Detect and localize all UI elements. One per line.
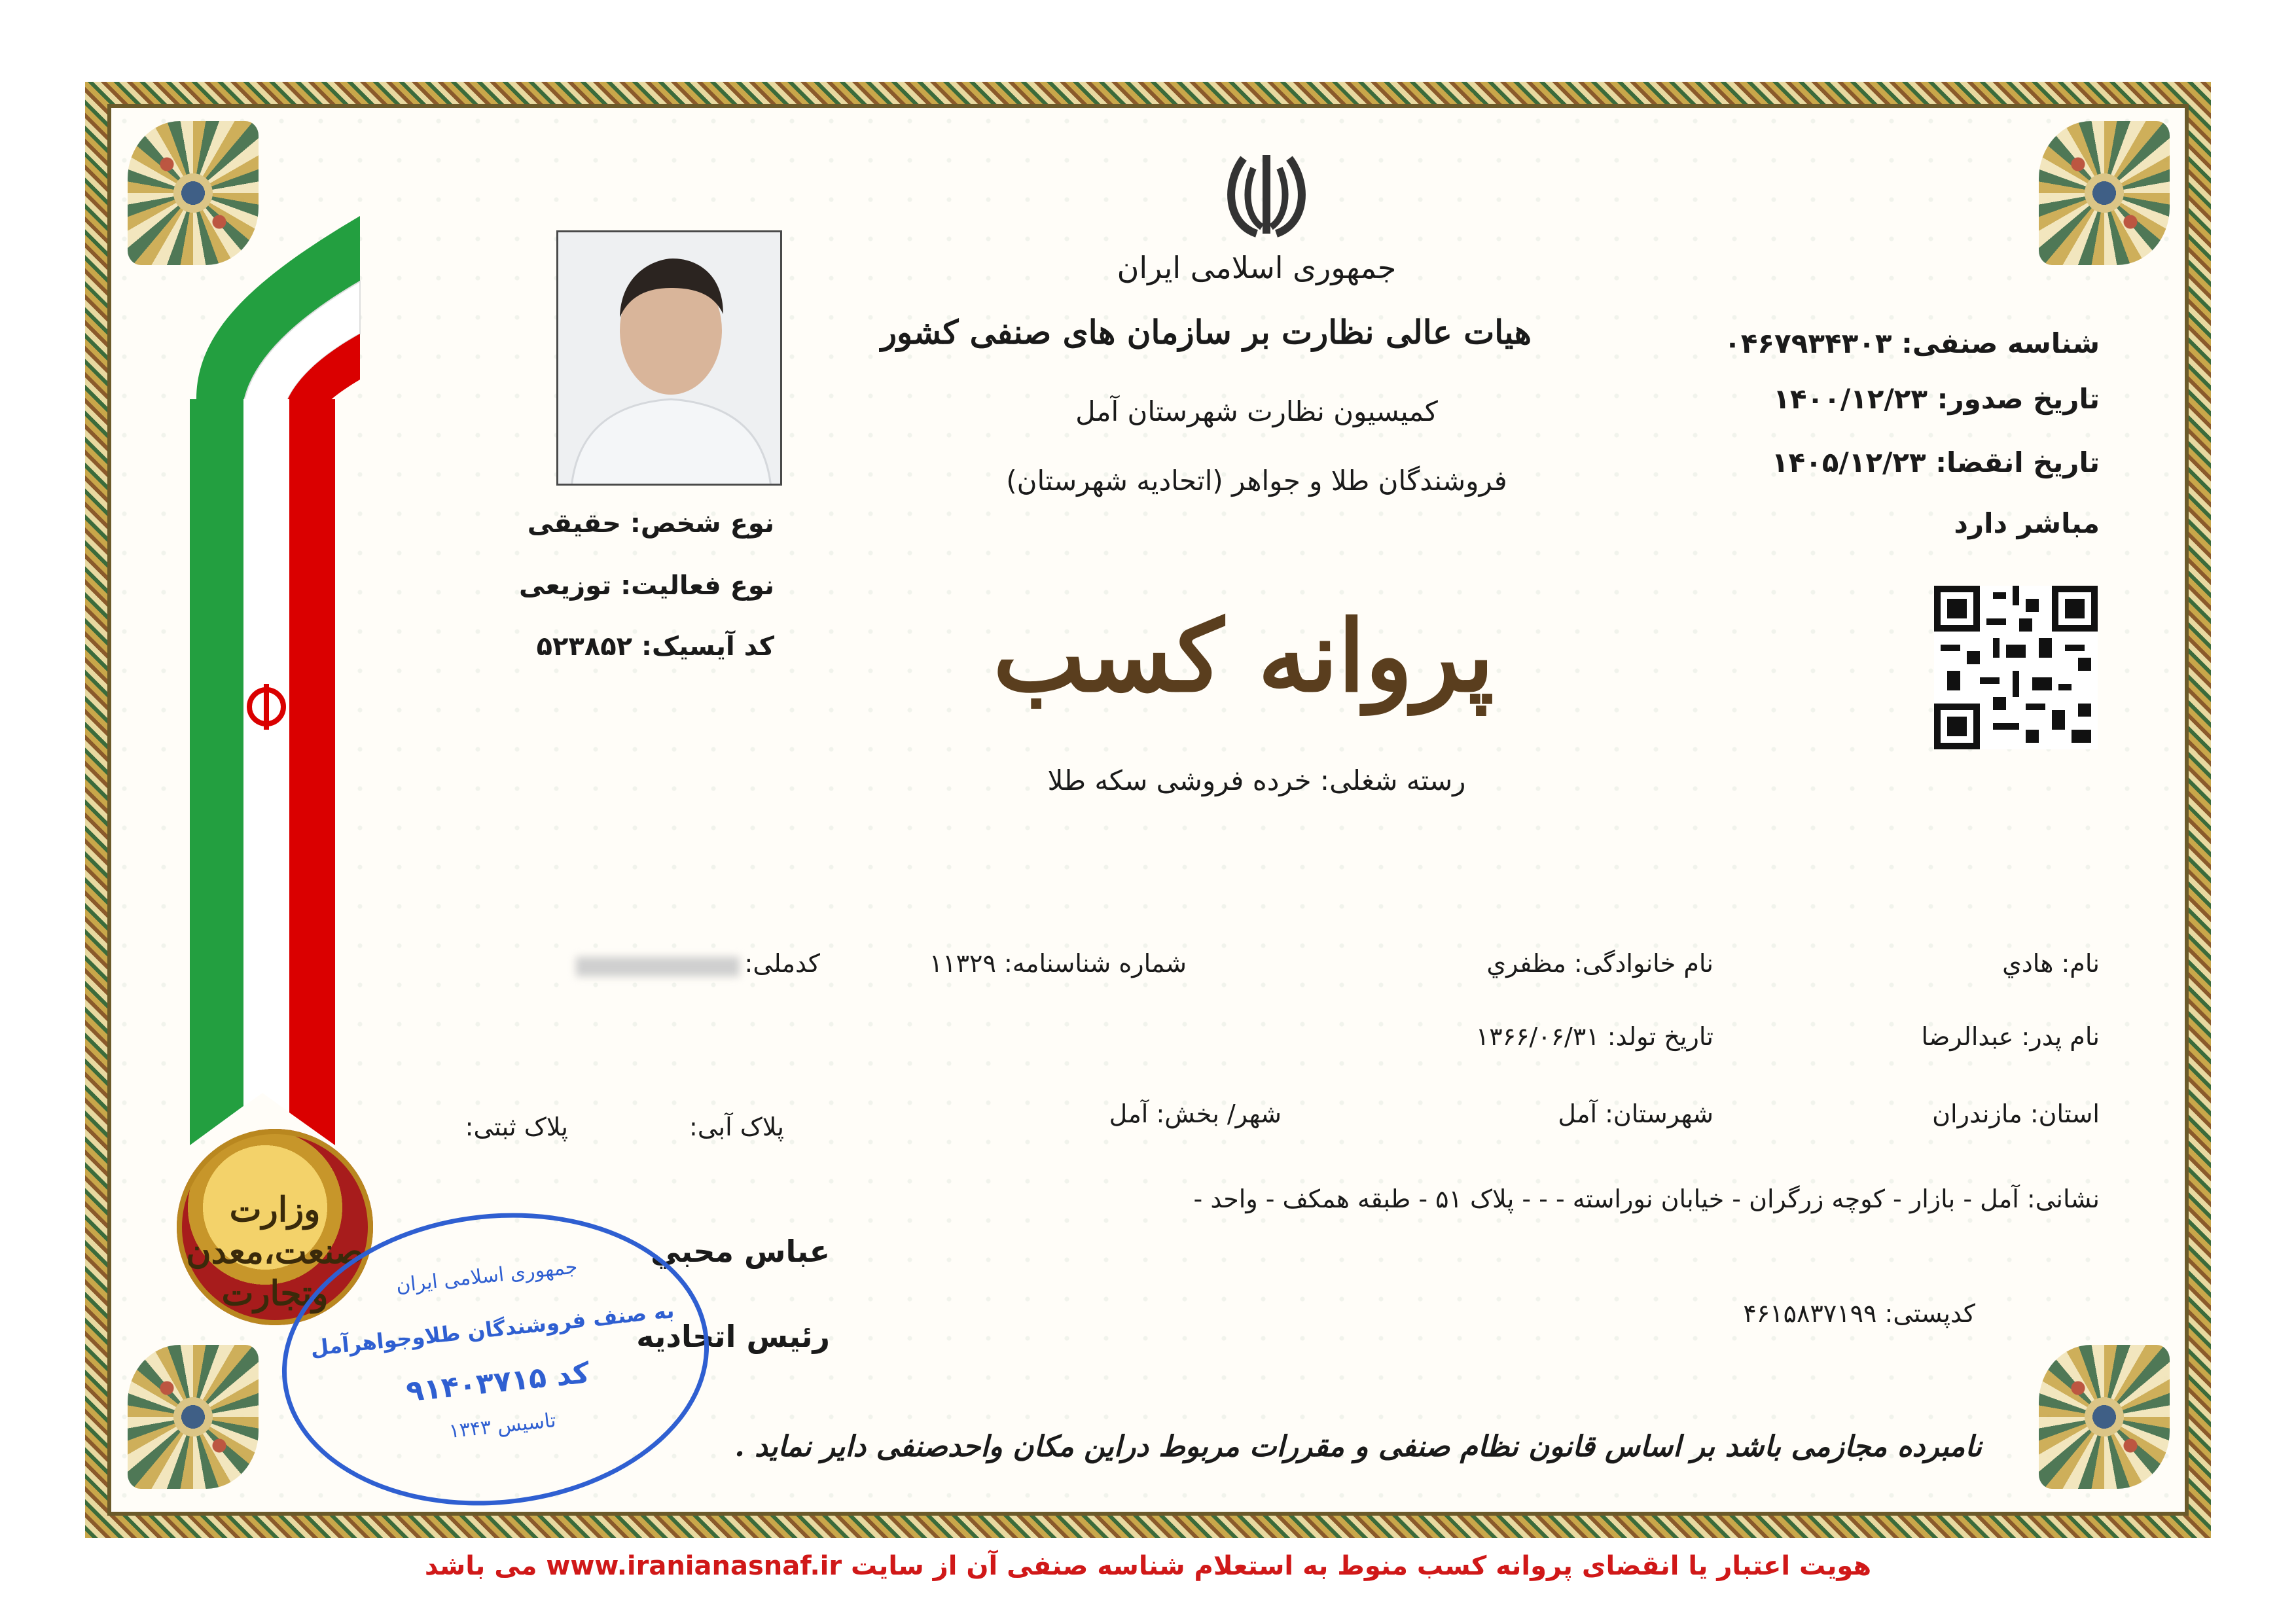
corner-ornament-top-right bbox=[2039, 121, 2170, 265]
union-stamp: جمهوری اسلامی ایران به صنف فروشندگان طلاوجواهرآمل کد ۹۱۴۰۳۷۱۵ تاسیس ۱۳۴۳ bbox=[268, 1192, 724, 1526]
occupation-category: رسته شغلی: خرده فروشی سکه طلا bbox=[1047, 764, 1466, 796]
direct-manager-status: مباشر دارد bbox=[1954, 507, 2100, 539]
county: شهرستان: آمل bbox=[1558, 1099, 1713, 1128]
issue-date: تاریخ صدور: ۱۴۰۰/۱۲/۲۳ bbox=[1773, 383, 2100, 415]
commission-name: کمیسیون نظارت شهرستان آمل bbox=[1075, 395, 1438, 427]
document-title: پروانه کسب bbox=[993, 599, 1494, 714]
republic-name: جمهوری اسلامی ایران bbox=[1117, 250, 1397, 285]
iran-emblem-icon bbox=[1217, 145, 1316, 243]
registration-plate: پلاک ثبتی: bbox=[465, 1113, 568, 1141]
id-number: شماره شناسنامه: ۱۱۳۲۹ bbox=[929, 949, 1187, 978]
authorization-notice: نامبرده مجازمی باشد بر اساس قانون نظام صنفی و مقررات مربوط دراین مکان واحدصنفی دایر نماید . bbox=[734, 1430, 1982, 1463]
person-type: نوع شخص: حقیقی bbox=[527, 508, 774, 539]
flag-ribbon bbox=[170, 203, 367, 1152]
last-name: نام خانوادگی: مظفري bbox=[1486, 949, 1713, 978]
national-code-label: کدملی: bbox=[744, 949, 820, 978]
city-district: شهر/ بخش: آمل bbox=[1109, 1099, 1282, 1128]
isic-code: کد آیسیک: ۵۲۳۸۵۲ bbox=[536, 632, 774, 662]
ministry-seal-text: وزارت صنعت،معدن وتجارت bbox=[186, 1190, 364, 1313]
expiry-date: تاریخ انقضا: ۱۴۰۵/۱۲/۲۳ bbox=[1771, 446, 2100, 478]
birth-date: تاریخ تولد: ۱۳۶۶/۰۶/۳۱ bbox=[1475, 1022, 1713, 1051]
person-avatar-icon bbox=[558, 232, 782, 486]
footer-verification-note: هویت اعتبار یا انقضای پروانه کسب منوط به استعلام شناسه صنفی آن از سایت www.iranianasnaf.ir می باشد bbox=[424, 1551, 1872, 1581]
board-name: هیات عالی نظارت بر سازمان های صنفی کشور bbox=[880, 313, 1532, 351]
first-name: نام: هادي bbox=[2002, 949, 2100, 978]
postal-code: کدپستی: ۴۶۱۵۸۳۷۱۹۹ bbox=[1743, 1299, 1975, 1328]
father-name: نام پدر: عبدالرضا bbox=[1921, 1022, 2100, 1051]
activity-type: نوع فعالیت: توزیعی bbox=[519, 571, 774, 601]
union-name: فروشندگان طلا و جواهر (اتحادیه شهرستان) bbox=[1006, 465, 1507, 497]
signatory-name: عباس محبي bbox=[651, 1234, 830, 1269]
corner-ornament-bottom-left bbox=[128, 1345, 259, 1489]
footer-website-link[interactable]: www.iranianasnaf.ir bbox=[546, 1551, 842, 1581]
signatory-role: رئیس اتحادیه bbox=[636, 1319, 830, 1354]
qr-code-icon bbox=[1934, 586, 2098, 749]
address: نشانی: آمل - بازار - کوچه زرگران - خیابان نوراسته - - - پلاک ۵۱ - طبقه همکف - واحد - bbox=[1193, 1185, 2100, 1213]
corner-ornament-bottom-right bbox=[2039, 1345, 2170, 1489]
water-plate: پلاک آبی: bbox=[689, 1113, 784, 1141]
holder-photo bbox=[556, 230, 782, 486]
national-code-redacted bbox=[576, 957, 740, 976]
guild-id: شناسه صنفی: ۰۴۶۷۹۳۴۳۰۳ bbox=[1724, 327, 2100, 359]
province: استان: مازندران bbox=[1932, 1099, 2100, 1128]
